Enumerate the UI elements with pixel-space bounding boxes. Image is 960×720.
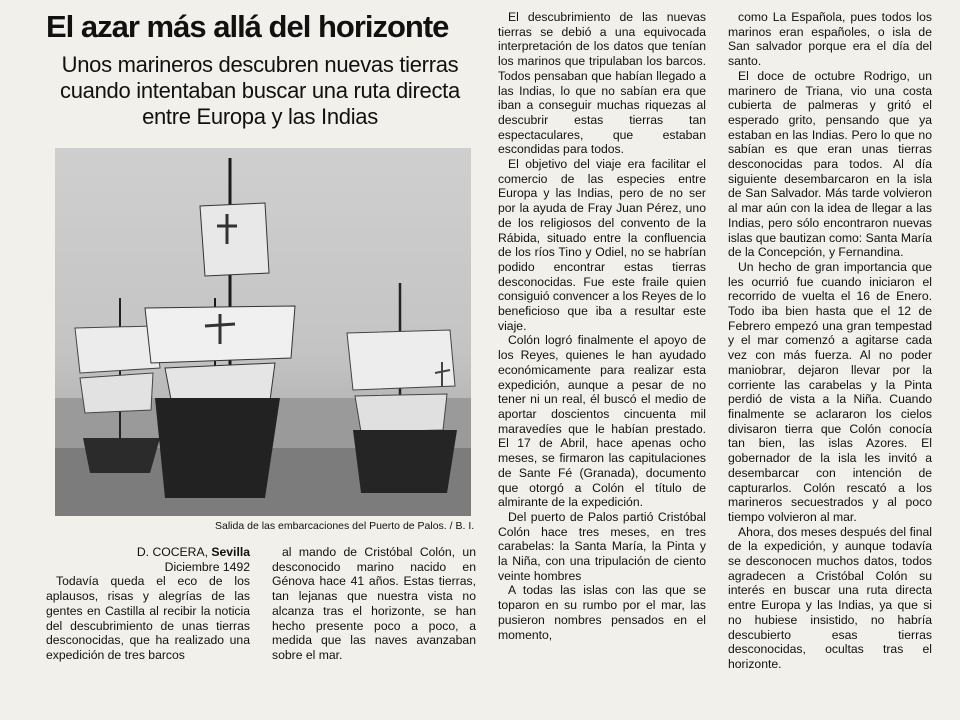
column-3-body xyxy=(498,10,706,642)
paragraph: como La Española, pues todos los marinos eran españoles, o isla de San salvador porque era el día del santo. xyxy=(728,10,932,69)
byline-author: D. COCERA, xyxy=(136,545,212,559)
column-3 xyxy=(498,10,706,642)
paragraph: A todas las islas con las que se toparon en su rumbo por el mar, las pusieron nombres pensados en el momento, xyxy=(498,583,706,642)
paragraph: El objetivo del viaje era facilitar el comercio de las especies entre Europa y las Indias, pero de no ser por la ayuda de Fray Juan Pérez, uno de los religiosos del convento de la Rábida, situado entre la confluencia de los ríos Tino y Odiel, no se habrían podido encontrar estas tierras desconocidas. Fue este fraile quien consiguió convencer a los Reyes de lo beneficioso que iba a resultar este viaje. xyxy=(498,157,706,333)
paragraph: Un hecho de gran importancia que les ocurrió fue cuando iniciaron el recorrido de vuelta el 16 de Enero. Todo iba bien hasta que el 12 de Febrero empezó una gran tempestad y el mar comenzó a agitarse cada vez con más fuerza. Al no poder maniobrar, dejaron llevar por la corriente las carabelas y la Pinta perdió de vista a la Niña. Cuando finalmente se aclararon los cielos divisaron tierra que Colón conocía tan bien, las islas Azores. El gobernador de la isla les invitó a desembarcar con intención de capturarlos. Colón rescató a los marineros secuestrados y al poco tiempo volvieron al mar. xyxy=(728,259,932,524)
ships-photo xyxy=(55,148,471,516)
caravels-illustration xyxy=(55,148,471,516)
paragraph: Todavía queda el eco de los aplausos, risas y alegrías de las gentes en Castilla al recibir la noticia del descubrimiento de unas tierras desconocidas, que ha realizado una expedición de tres barcos xyxy=(46,574,250,662)
paragraph: Colón logró finalmente el apoyo de los Reyes, quienes le han ayudado económicamente para realizar esta expedición, aunque a pesar de no tener ni un real, él buscó el medio de aportar doscientos cincuenta mil maravedíes que le habían prestado. El 17 de Abril, hace apenas ocho meses, se firmaron las capitulaciones de Sante Fé (Granada), documento que otorgó a Colón el título de almirante de la expedición. xyxy=(498,333,706,510)
column-4 xyxy=(728,10,932,672)
column-2-body xyxy=(272,545,476,663)
headline: El azar más allá del horizonte xyxy=(46,9,449,44)
paragraph: Del puerto de Palos partió Cristóbal Colón hace tres meses, en tres carabelas: la Santa María, la Pinta y la Niña, con una tripulación de ciento veinte hombres xyxy=(498,509,706,583)
column-1 xyxy=(46,545,250,663)
byline-city: Sevilla xyxy=(211,545,250,559)
byline-date: Diciembre 1492 xyxy=(164,559,250,574)
subheadline: Unos marineros descubren nuevas tierras cuando intentaban buscar una ruta directa entre Europa y las Indias xyxy=(60,52,460,129)
paragraph: al mando de Cristóbal Colón, un desconocido marino nacido en Génova hace 41 años. Estas tierras, tan lejanas que nuestra vista no alcanza tras el horizonte, se han hecho presente poco a poco, a medida que las naves avanzaban sobre el mar. xyxy=(272,545,476,662)
column-1-body xyxy=(46,574,250,662)
paragraph: El descubrimiento de las nuevas tierras se debió a una equivocada interpretación de los datos que tenían los marinos que tripulaban los barcos. Todos pensaban que habían llegado a las Indias, lo que no sabían era que iban a conseguir muchas riquezas al descubrir estas tierras tan espectaculares, que estaban escondidas para todos. xyxy=(498,10,706,157)
byline xyxy=(46,545,250,560)
column-4-body xyxy=(728,10,932,672)
paragraph: El doce de octubre Rodrigo, un marinero de Triana, vio una costa cubierta de palmeras y gritó el esperado grito, pensando que ya estaban en las Indias. Pero lo que no sabían es que eran unas tierras desconocidas para todos. Al día siguiente desembarcaron en la isla de San Salvador. Más tarde volvieron al mar aún con la idea de llegar a las Indias, pero sólo encontraron nuevas islas que bautizan como: Santa María de la Concepción, y Fernandina. xyxy=(728,68,932,260)
photo-caption: Salida de las embarcaciones del Puerto de Palos. / B. I. xyxy=(215,520,475,532)
column-2 xyxy=(272,545,476,663)
paragraph: Ahora, dos meses después del final de la expedición, y aunque todavía se desconocen muchos datos, todos agradecen a Cristóbal Colón su interés en buscar una ruta directa entre Europa y las Indias, ya que si no hubiese insistido, no habría descubierto esas tierras desconocidas, ocultas tras el horizonte. xyxy=(728,524,932,671)
